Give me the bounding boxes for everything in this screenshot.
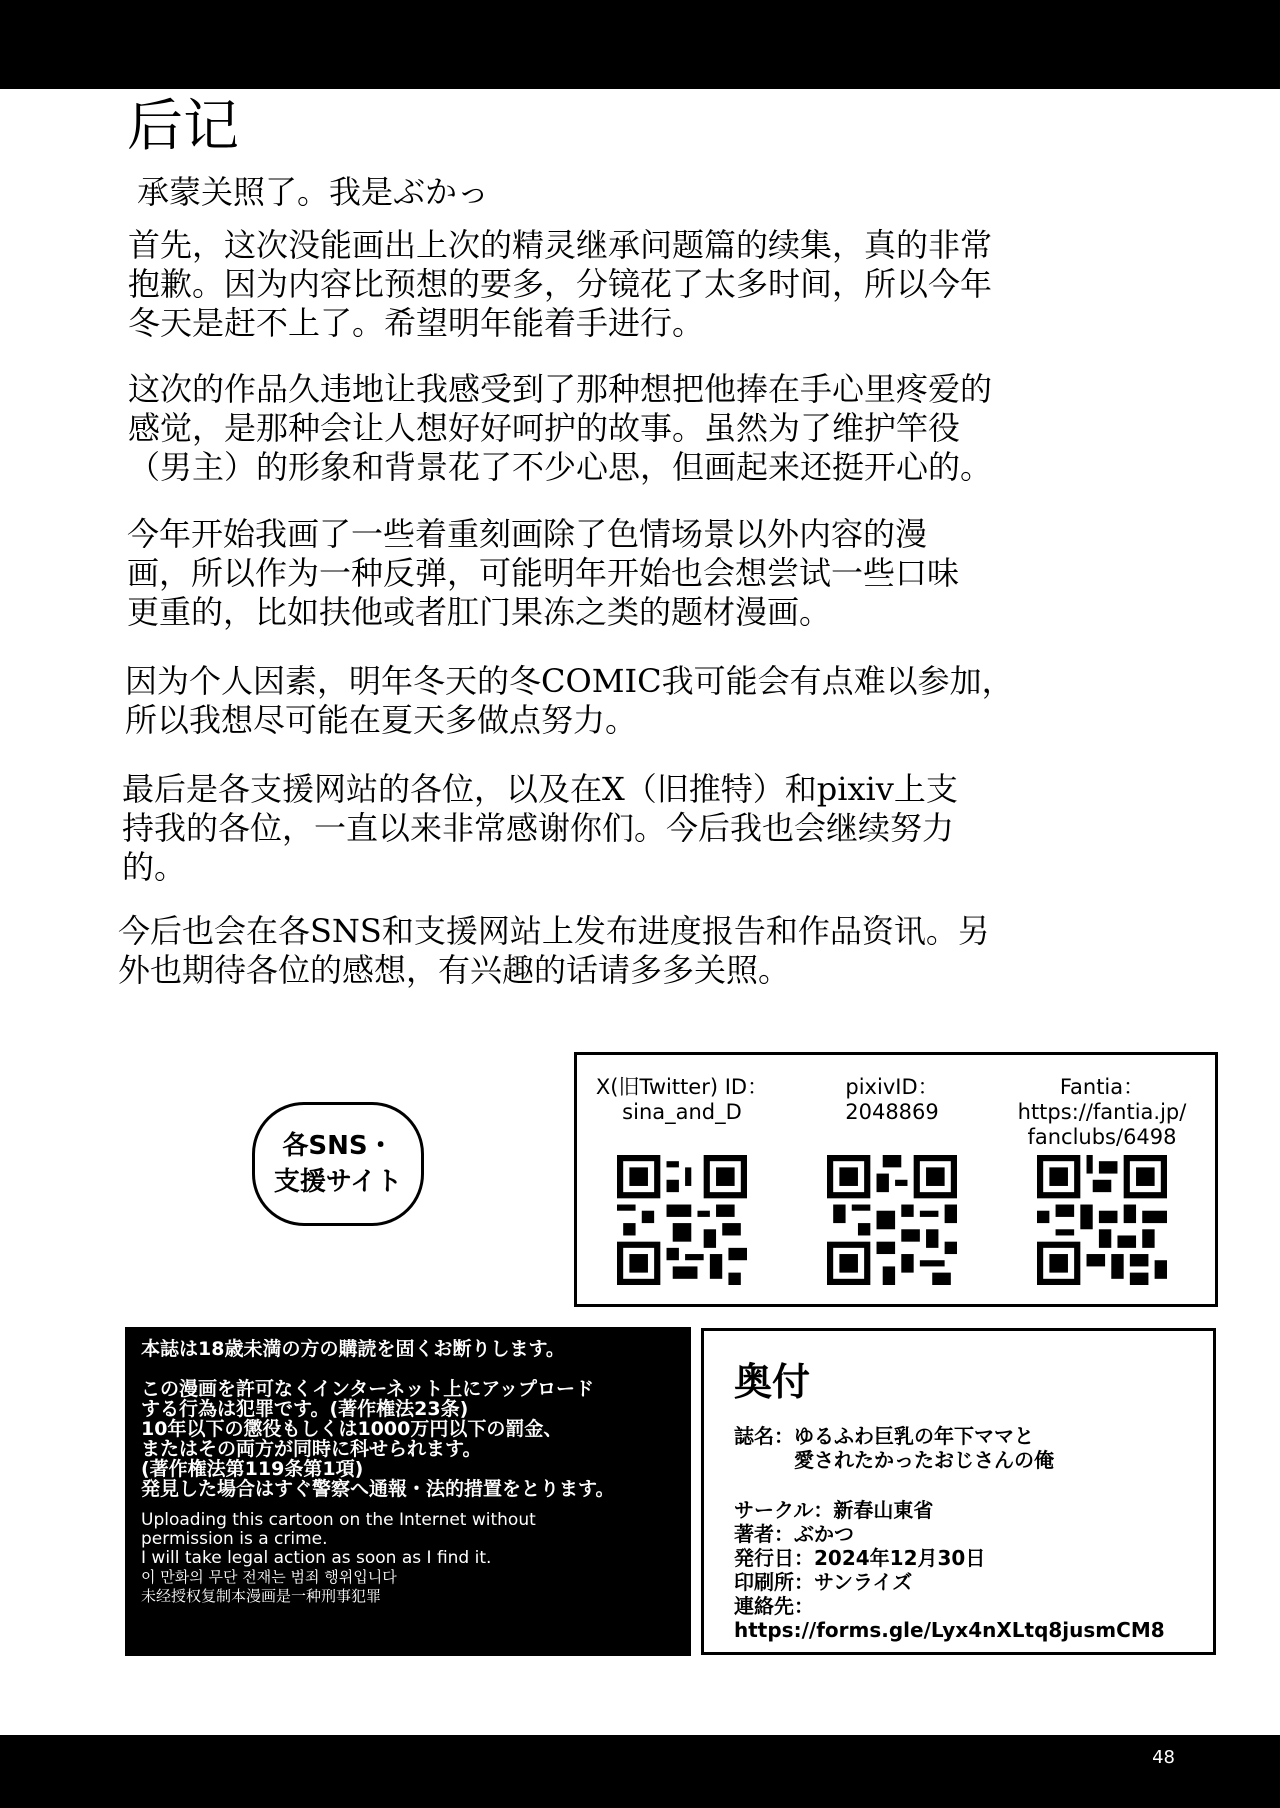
copyright-notice-en: Uploading this cartoon on the Internet without permission is a crime. I will take legal action as soon as I find it. [141,1510,536,1568]
sns-link-fantia [1002,1075,1202,1289]
copyright-notice-zh: 未经授权复制本漫画是一种刑事犯罪 [141,1587,382,1605]
afterword-paragraph-6: 最后是各支援网站的各位，以及在X（旧推特）和pixiv上支 持我的各位，一直以来非常感谢你们。今后我也会继续努力 的。 [122,770,958,886]
colophon-author: 著者：ぶかつ [734,1522,854,1546]
top-black-bar [0,0,1280,89]
qr-code-icon[interactable] [617,1155,747,1285]
colophon-heading: 奥付 [734,1360,811,1404]
colophon-title: 誌名：ゆるふわ巨乳の年下ママと 愛されたかったおじさんの俺 [734,1424,1054,1472]
page-number: 48 [1152,1747,1175,1768]
age-restriction-notice: 本誌は18歳未満の方の購読を固くお断りします。 [141,1338,565,1360]
sns-link-pixiv [792,1075,992,1289]
page-title: 后记 [127,94,239,159]
qr-code-icon[interactable] [827,1155,957,1285]
afterword-paragraph-7: 今后也会在各SNS和支援网站上发布进度报告和作品资讯。另 外也期待各位的感想，有兴趣的话请多多关照。 [118,912,990,989]
twitter-label: X(旧Twitter) ID： sina_and_D [595,1075,769,1124]
copyright-notice-jp: この漫画を許可なくインターネット上にアップロード する行為は犯罪です。(著作権法23条) 10年以下の懲役もしくは1000万円以下の罰金、 またはその両方が同時に科せられます。 (著作権法第119条第1項) 発見した場合はすぐ警察へ通報・法的措置をとります。 [141,1378,615,1500]
afterword-paragraph-4: 今年开始我画了一些着重刻画除了色情场景以外内容的漫 画，所以作为一种反弹，可能明年开始也会想尝试一些口味 更重的，比如扶他或者肛门果冻之类的题材漫画。 [127,515,960,631]
bottom-black-bar [0,1735,1280,1808]
bubble-line-1: 各SNS・ [282,1131,394,1161]
sns-links-box [574,1052,1218,1307]
sns-link-twitter [582,1075,782,1289]
afterword-paragraph-2: 首先，这次没能画出上次的精灵继承问题篇的续集，真的非常 抱歉。因为内容比预想的要多，分镜花了太多时间，所以今年 冬天是赶不上了。希望明年能着手进行。 [128,226,993,342]
pixiv-label: pixivID： 2048869 [845,1075,939,1124]
colophon-circle: サークル：新春山東省 [734,1498,934,1522]
copyright-notice-ko: 이 만화의 무단 전재는 범죄 행위입니다 [141,1568,397,1586]
afterword-paragraph-3: 这次的作品久违地让我感受到了那种想把他捧在手心里疼爱的 感觉，是那种会让人想好好呵护的故事。虽然为了维护竿役 （男主）的形象和背景花了不少心思，但画起来还挺开心的。 [128,370,993,486]
bubble-line-2: 支援サイト [273,1167,403,1197]
colophon-printer: 印刷所：サンライズ [734,1570,913,1594]
qr-code-icon[interactable] [1037,1155,1167,1285]
afterword-paragraph-1: 承蒙关照了。我是ぶかっ [137,173,490,211]
legal-notice-box [125,1327,691,1656]
afterword-paragraph-5: 因为个人因素，明年冬天的冬COMIC我可能会有点难以参加， 所以我想尽可能在夏天多做点努力。 [125,662,1014,739]
fantia-label: Fantia： https://fantia.jp/ fanclubs/6498 [1017,1075,1187,1149]
sns-speech-bubble [252,1102,424,1226]
colophon-contact[interactable]: 連絡先：https://forms.gle/Lyx4nXLtq8jusmCM8 [734,1594,1165,1642]
colophon-box [701,1328,1216,1655]
colophon-date: 発行日：2024年12月30日 [734,1546,986,1570]
